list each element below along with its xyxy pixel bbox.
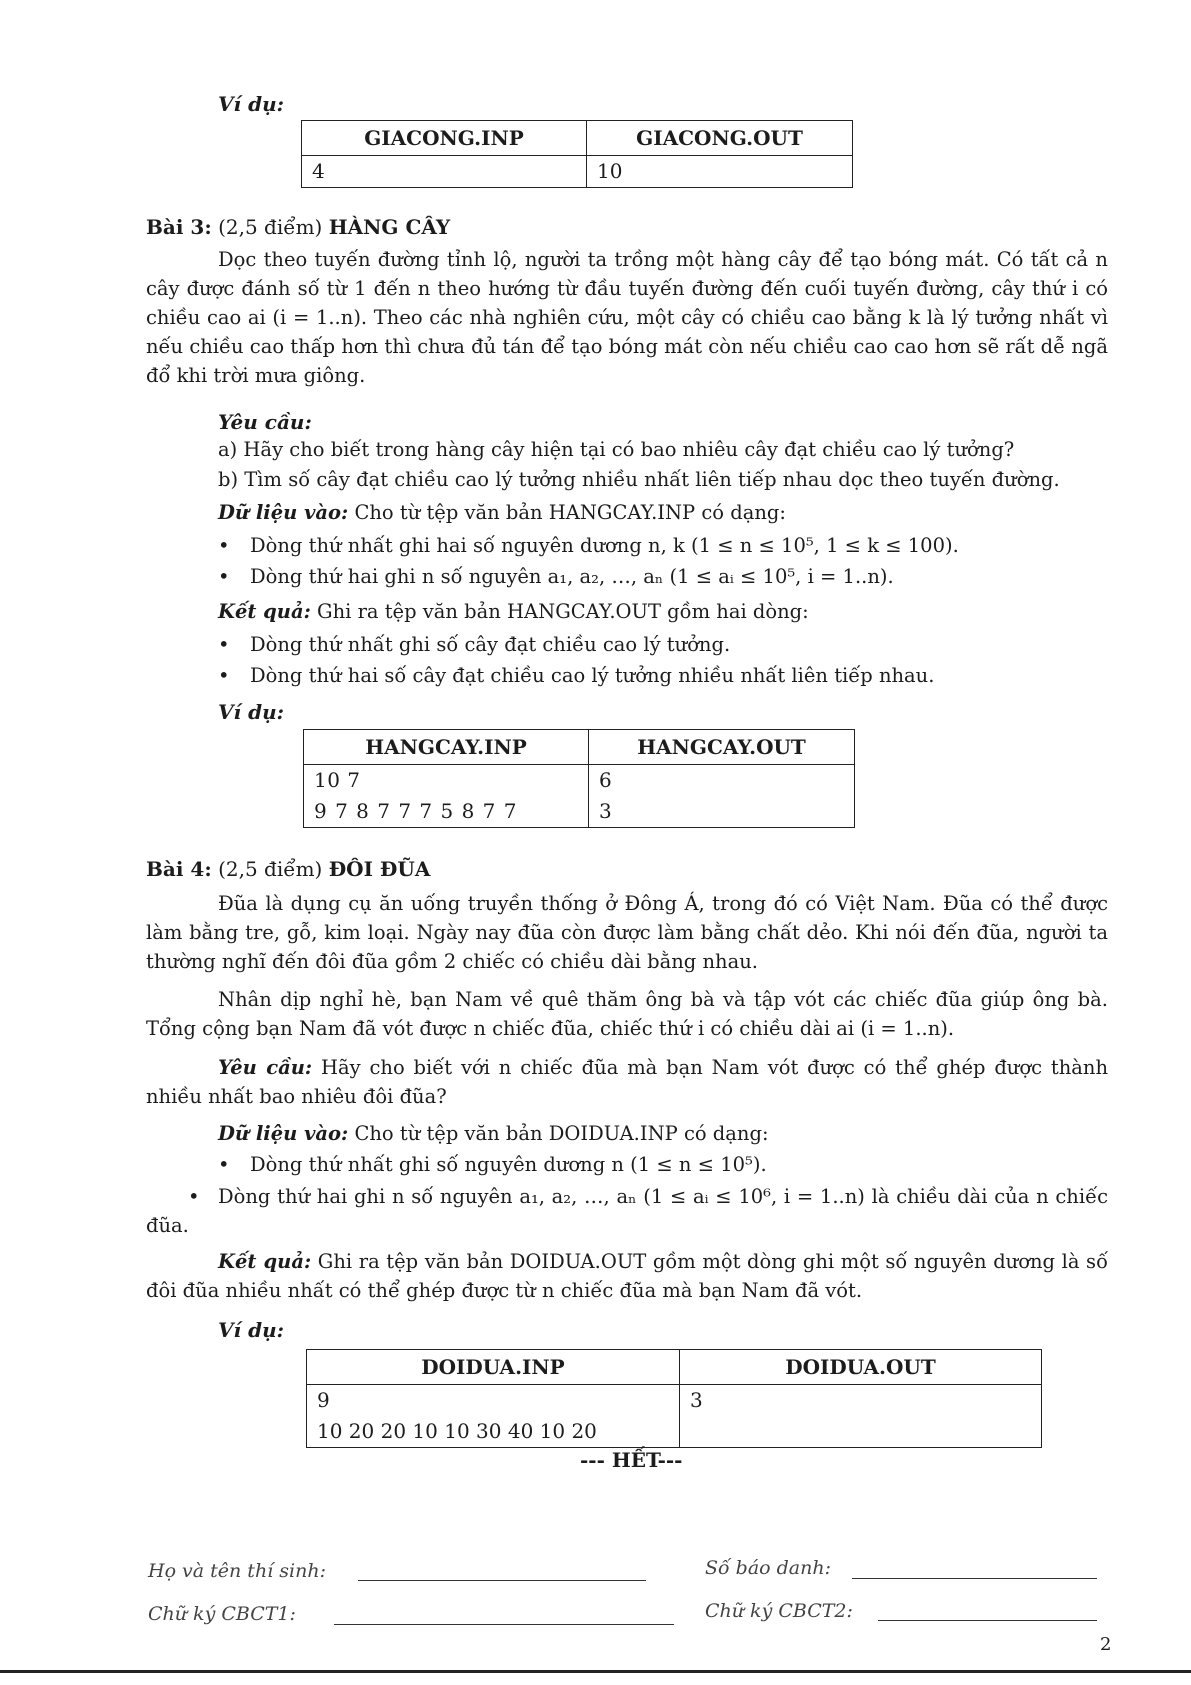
problem-points: (2,5 điểm) [218,857,323,881]
output-label: Kết quả: [218,1250,312,1273]
table-cell: 3 [680,1385,1042,1417]
input-bullets [210,530,1110,592]
problem-4-requirement [146,1053,1108,1111]
input-spec [218,1119,1108,1148]
list-item: • Dòng thứ nhất ghi số cây đạt chiều cao lý tưởng. [210,629,1110,660]
output-bullets [210,629,1110,691]
table-cell: 9 [307,1385,680,1417]
output-text: Ghi ra tệp văn bản HANGCAY.OUT gồm hai dòng: [317,600,809,623]
requirement-text: Hãy cho biết với n chiếc đũa mà bạn Nam vót được có thể ghép được thành nhiều nhất bao nhiêu đôi đũa? [146,1056,1109,1108]
proctor1-signature-label: Chữ ký CBCT1: [148,1603,296,1625]
table-header: HANGCAY.OUT [589,730,855,765]
problem-4-title [146,857,430,881]
example-label: Ví dụ: [218,700,284,724]
table-cell: 10 7 [304,765,589,797]
input-spec [218,498,1108,527]
list-item: • Dòng thứ nhất ghi hai số nguyên dương n, k (1 ≤ n ≤ 10⁵, 1 ≤ k ≤ 100). [210,530,1110,561]
input-text: Cho từ tệp văn bản HANGCAY.INP có dạng: [354,501,786,524]
input-label: Dữ liệu vào: [218,501,349,524]
proctor1-signature-line [334,1624,674,1625]
requirement-b: b) Tìm số cây đạt chiều cao lý tưởng nhiều nhất liên tiếp nhau dọc theo tuyến đường. [218,468,1060,491]
problem-3-title [146,215,450,239]
candidate-number-line [852,1578,1097,1579]
proctor2-signature-label: Chữ ký CBCT2: [705,1600,853,1622]
problem-number: Bài 3: [146,215,212,239]
bullet-glyph: • [188,1185,200,1208]
list-item: • Dòng thứ nhất ghi số nguyên dương n (1 ≤ n ≤ 10⁵). [210,1149,1110,1180]
requirement-label: Yêu cầu: [218,410,312,434]
list-item [146,1182,1108,1240]
table-cell: 6 [589,765,855,797]
list-item: • Dòng thứ hai số cây đạt chiều cao lý tưởng nhiều nhất liên tiếp nhau. [210,660,1110,691]
problem-points: (2,5 điểm) [218,215,323,239]
table-cell [680,1416,1042,1448]
example-label: Ví dụ: [218,92,284,116]
problem-3-intro: Dọc theo tuyến đường tỉnh lộ, người ta trồng một hàng cây để tạo bóng mát. Có tất cả n cây được đánh số từ 1 đến n theo hướng từ đầu tuyến đường đến cuối tuyến đường, cây thứ i có chiều cao ai (i = 1..n). Theo các nhà nghiên cứu, một cây có chiều cao bằng k là lý tưởng nhất vì nếu chiều cao thấp hơn thì chưa đủ tán để tạo bóng mát còn nếu chiều cao cao hơn sẽ rất dễ ngã đổ khi trời mưa giông. [146,248,1108,387]
requirement-label: Yêu cầu: [218,1056,313,1079]
example-table-hangcay [303,729,855,828]
end-marker: --- HẾT--- [580,1448,683,1472]
list-item: • Dòng thứ hai ghi n số nguyên a₁, a₂, …, aₙ (1 ≤ aᵢ ≤ 10⁵, i = 1..n). [210,561,1110,592]
table-header: GIACONG.INP [302,121,587,156]
example-table-doidua [306,1349,1042,1448]
table-header: DOIDUA.INP [307,1350,680,1385]
table-cell: 10 [587,156,853,188]
table-cell: 9 7 8 7 7 7 5 8 7 7 [304,796,589,828]
table-header: DOIDUA.OUT [680,1350,1042,1385]
problem-4-paragraph-1: Đũa là dụng cụ ăn uống truyền thống ở Đông Á, trong đó có Việt Nam. Đũa có thể được làm bằng tre, gỗ, kim loại. Ngày nay đũa còn được làm bằng chất dẻo. Khi nói đến đũa, người ta thường nghĩ đến đôi đũa gồm 2 chiếc có chiều dài bằng nhau. [146,892,1108,973]
problem-name: ĐÔI ĐŨA [328,857,431,881]
problem-4-paragraph-2: Nhân dịp nghỉ hè, bạn Nam về quê thăm ông bà và tập vót các chiếc đũa giúp ông bà. Tổng cộng bạn Nam đã vót được n chiếc đũa, chiếc thứ i có chiều dài ai (i = 1..n). [146,988,1108,1040]
table-cell: 10 20 20 10 10 30 40 10 20 [307,1416,680,1448]
input-text: Cho từ tệp văn bản DOIDUA.INP có dạng: [354,1122,769,1145]
input-bullets [210,1149,1110,1180]
bottom-border [0,1670,1191,1673]
page-number: 2 [1100,1634,1112,1655]
requirement-a: a) Hãy cho biết trong hàng cây hiện tại có bao nhiêu cây đạt chiều cao lý tưởng? [218,438,1015,461]
output-label: Kết quả: [218,600,311,623]
table-cell: 4 [302,156,587,188]
candidate-name-label: Họ và tên thí sinh: [148,1560,326,1582]
table-header: GIACONG.OUT [587,121,853,156]
output-spec [146,1247,1108,1305]
example-table-giacong [301,120,853,188]
output-text: Ghi ra tệp văn bản DOIDUA.OUT gồm một dòng ghi một số nguyên dương là số đôi đũa nhiều nhất có thể ghép được từ n chiếc đũa mà bạn Nam đã vót. [146,1250,1108,1302]
candidate-name-line [358,1580,646,1581]
output-spec [218,597,1108,626]
proctor2-signature-line [878,1620,1097,1621]
candidate-number-label: Số báo danh: [705,1557,832,1579]
input-label: Dữ liệu vào: [218,1122,349,1145]
table-cell: 3 [589,796,855,828]
problem-name: HÀNG CÂY [328,215,451,239]
example-label: Ví dụ: [218,1318,284,1342]
list-item-text: Dòng thứ hai ghi n số nguyên a₁, a₂, …, aₙ (1 ≤ aᵢ ≤ 10⁶, i = 1..n) là chiều dài của n chiếc đũa. [146,1185,1108,1237]
table-header: HANGCAY.INP [304,730,589,765]
problem-number: Bài 4: [146,857,212,881]
